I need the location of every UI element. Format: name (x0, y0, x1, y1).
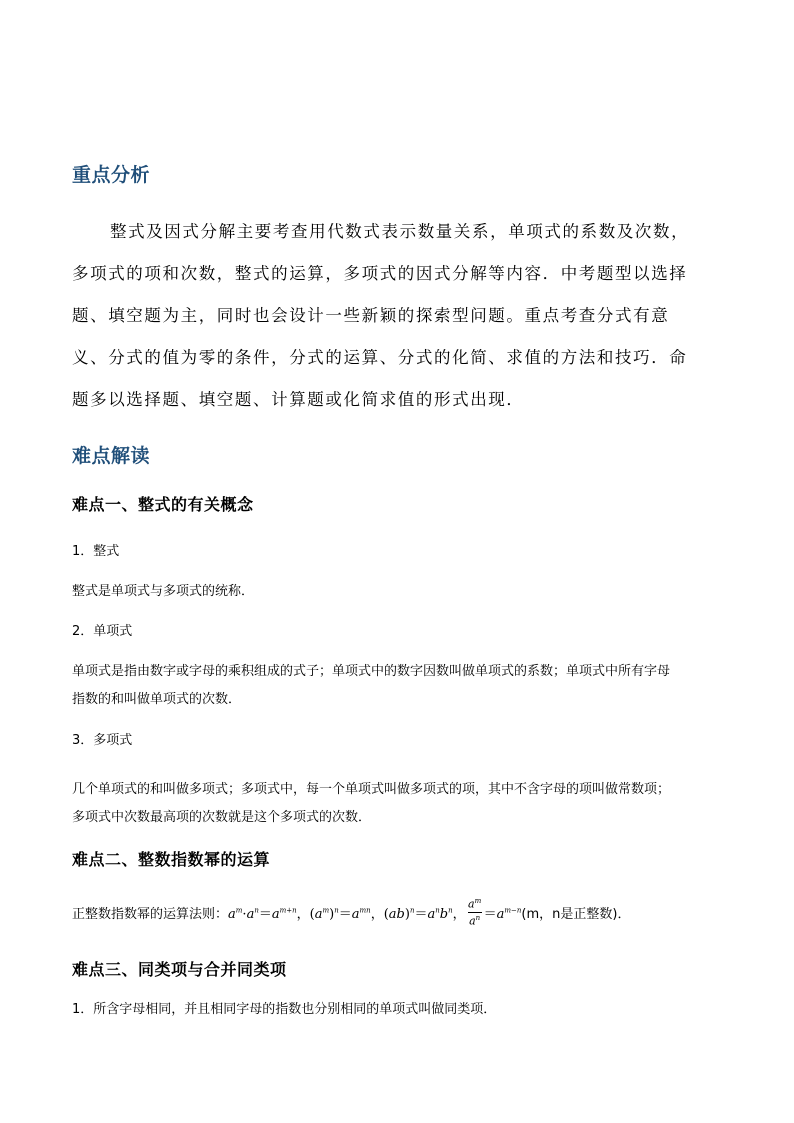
item-3-line-2: 多项式中次数最高项的次数就是这个多项式的次数． (72, 810, 372, 825)
paragraph-line-1: 整式及因式分解主要考查用代数式表示数量关系，单项式的系数及次数， (110, 222, 690, 241)
formula-power-rule: $(a^m)^n=a^{mn}$， (309, 906, 384, 922)
formula-suffix: (m，n是正整数)． (521, 906, 631, 922)
paragraph-line-2: 多项式的项和次数，整式的运算，多项式的因式分解等内容．中考题型以选择 (72, 264, 688, 283)
item-1-text: 整式是单项式与多项式的统称． (72, 584, 255, 599)
item-2-line-1: 单项式是指由数字或字母的乘积组成的式子；单项式中的数字因数叫做单项式的系数；单项式中所有字母 (72, 664, 671, 679)
formula-product-power-rule: $(ab)^n=a^nb^n$， (383, 906, 466, 922)
formula-quotient-rule: $=a^{m-n}$ (483, 906, 522, 922)
item-3-label: 3．多项式 (72, 733, 133, 748)
formula-product-rule: $a^m\cdot a^n=a^{m+n}$， (228, 906, 310, 922)
heading-difficulty: 难点解读 (72, 445, 151, 467)
paragraph-line-3: 题、填空题为主，同时也会设计一些新颖的探索型问题。重点考查分式有意 (72, 306, 670, 325)
point-3-item-1: 1．所含字母相同，并且相同字母的指数也分别相同的单项式叫做同类项． (72, 1002, 497, 1017)
difficulty-3-title: 难点三、同类项与合并同类项 (72, 960, 287, 979)
formula-prefix: 正整数指数幂的运算法则： (72, 906, 229, 922)
item-2-line-2: 指数的和叫做单项式的次数． (72, 692, 242, 707)
heading-key-analysis: 重点分析 (72, 164, 151, 186)
exponent-rules-formula (72, 898, 630, 926)
difficulty-1-title: 难点一、整式的有关概念 (72, 495, 254, 514)
item-3-line-1: 几个单项式的和叫做多项式；多项式中，每一个单项式叫做多项式的项，其中不含字母的项叫做常数项； (72, 782, 671, 797)
paragraph-line-4: 义、分式的值为零的条件，分式的运算、分式的化简、求值的方法和技巧．命 (72, 348, 688, 367)
item-1-label: 1．整式 (72, 544, 120, 559)
formula-quotient-fraction: $\frac{a^m}{a^n}$ (468, 897, 482, 928)
difficulty-2-title: 难点二、整数指数幂的运算 (72, 850, 271, 869)
item-2-label: 2．单项式 (72, 624, 133, 639)
paragraph-line-5: 题多以选择题、填空题、计算题或化简求值的形式出现． (72, 390, 525, 409)
